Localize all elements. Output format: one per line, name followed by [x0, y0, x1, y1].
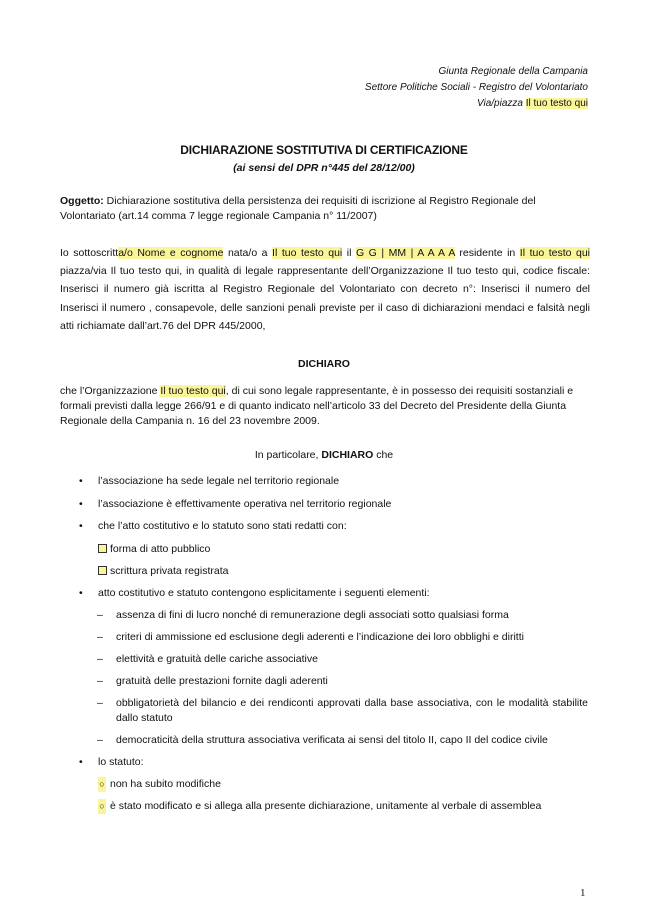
dash-icon: –: [97, 631, 103, 643]
dichiaro-heading: DICHIARO: [298, 358, 350, 370]
bullet-icon: •: [79, 498, 83, 510]
dash-icon: –: [97, 675, 103, 687]
bullet-item: • atto costitutivo e statuto contengono esplicitamente i seguenti elementi:: [79, 587, 430, 599]
element-item: – obbligatorietà del bilancio e dei rendiconti approvati dalla base associativa, con le modalità stabilite dallo statuto: [97, 697, 588, 724]
element-item: – assenza di fini di lucro nonché di remunerazione degli associati sotto qualsiasi forma: [97, 609, 509, 621]
dash-icon: –: [97, 734, 103, 746]
birthdate-field[interactable]: G G | MM | A A A A: [355, 247, 455, 259]
organization-field[interactable]: Il tuo testo qui: [160, 385, 226, 397]
element-item: – criteri di ammissione ed esclusione degli aderenti e l’indicazione dei loro obblighi e diritti: [97, 631, 524, 643]
header-line-address: Via/piazza Il tuo testo qui: [476, 98, 588, 109]
element-item: – elettività e gratuità delle cariche associative: [97, 653, 318, 665]
bullet-item: • che l’atto costitutivo e lo statuto sono stati redatti con:: [79, 520, 347, 532]
bullet-icon: •: [79, 587, 83, 599]
checkbox-scrittura-privata[interactable]: scrittura privata registrata: [98, 564, 228, 579]
birthplace-field[interactable]: Il tuo testo qui: [272, 247, 343, 259]
element-item: – gratuità delle prestazioni fornite dagli aderenti: [97, 675, 328, 687]
radio-modificato[interactable]: ○ è stato modificato e si allega alla presente dichiarazione, unitamente al verbale di assemblea: [99, 800, 542, 812]
dash-icon: –: [97, 653, 103, 665]
subject-paragraph: Oggetto: Dichiarazione sostitutiva della persistenza dei requisiti di iscrizione al Registro Regionale del Volontariato (art.14 comma 7 legge regionale Campania n° 11/2007): [60, 195, 536, 222]
dash-icon: –: [97, 609, 103, 621]
checkbox-atto-pubblico[interactable]: forma di atto pubblico: [98, 542, 210, 557]
bullet-item: • lo statuto:: [79, 756, 144, 768]
document-title: DICHIARAZIONE SOSTITUTIVA DI CERTIFICAZIONE: [180, 143, 468, 157]
subject-label: Oggetto:: [60, 195, 104, 207]
page-number: 1: [580, 887, 586, 899]
bullet-icon: •: [79, 520, 83, 532]
name-field[interactable]: a/o Nome e cognome: [118, 247, 224, 259]
radio-icon[interactable]: ○: [98, 777, 106, 792]
header-line-settore: Settore Politiche Sociali - Registro del Volontariato: [364, 82, 588, 93]
document-subtitle: (ai sensi del DPR n°445 del 28/12/00): [233, 162, 415, 174]
checkbox-icon[interactable]: [98, 566, 107, 575]
bullet-item: • l’associazione ha sede legale nel territorio regionale: [79, 475, 340, 487]
header-line-giunta: Giunta Regionale della Campania: [438, 66, 588, 77]
letter-header: [365, 64, 588, 112]
declaration-paragraph: Io sottoscritta/o Nome e cognome nata/o a Il tuo testo qui il G G | MM | A A A A residente in Il tuo testo qui piazza/via Il tuo testo qui, in qualità di legale rappresentante dell’Organizzazione Il tuo testo qui, codice fiscale: Inserisci il numero già iscritta al Registro Regionale del Volontariato con decreto n°: Inserisci il numero del Inserisci il numero , consapevole, delle sanzioni penali previste per il caso di dichiarazioni mendaci e falsità negli atti richiamate dall’art.76 del DPR 445/2000,: [60, 247, 590, 332]
dash-icon: –: [97, 697, 103, 709]
bullet-item: • l’associazione è effettivamente operativa nel territorio regionale: [79, 498, 392, 510]
in-particolare-line: In particolare, DICHIARO che: [254, 449, 394, 461]
radio-icon[interactable]: ○: [98, 799, 106, 814]
element-item: – democraticità della struttura associativa verificata ai sensi del titolo II, capo II del codice civile: [97, 734, 548, 746]
bullet-icon: •: [79, 475, 83, 487]
residence-field[interactable]: Il tuo testo qui: [519, 247, 590, 259]
organization-paragraph: che l’Organizzazione Il tuo testo qui, di cui sono legale rappresentante, è in possesso dei requisiti sostanziali e formali previsti dalla legge 266/91 e di quanto indicato nell’articolo 33 del Decreto del Presidente della Giunta Regionale della Campania n. 16 del 23 novembre 2009.: [60, 385, 574, 427]
address-field[interactable]: Il tuo testo qui: [525, 98, 588, 109]
checkbox-icon[interactable]: [98, 544, 107, 553]
radio-non-modificato[interactable]: ○ non ha subito modifiche: [99, 778, 221, 790]
bullet-icon: •: [79, 756, 83, 768]
